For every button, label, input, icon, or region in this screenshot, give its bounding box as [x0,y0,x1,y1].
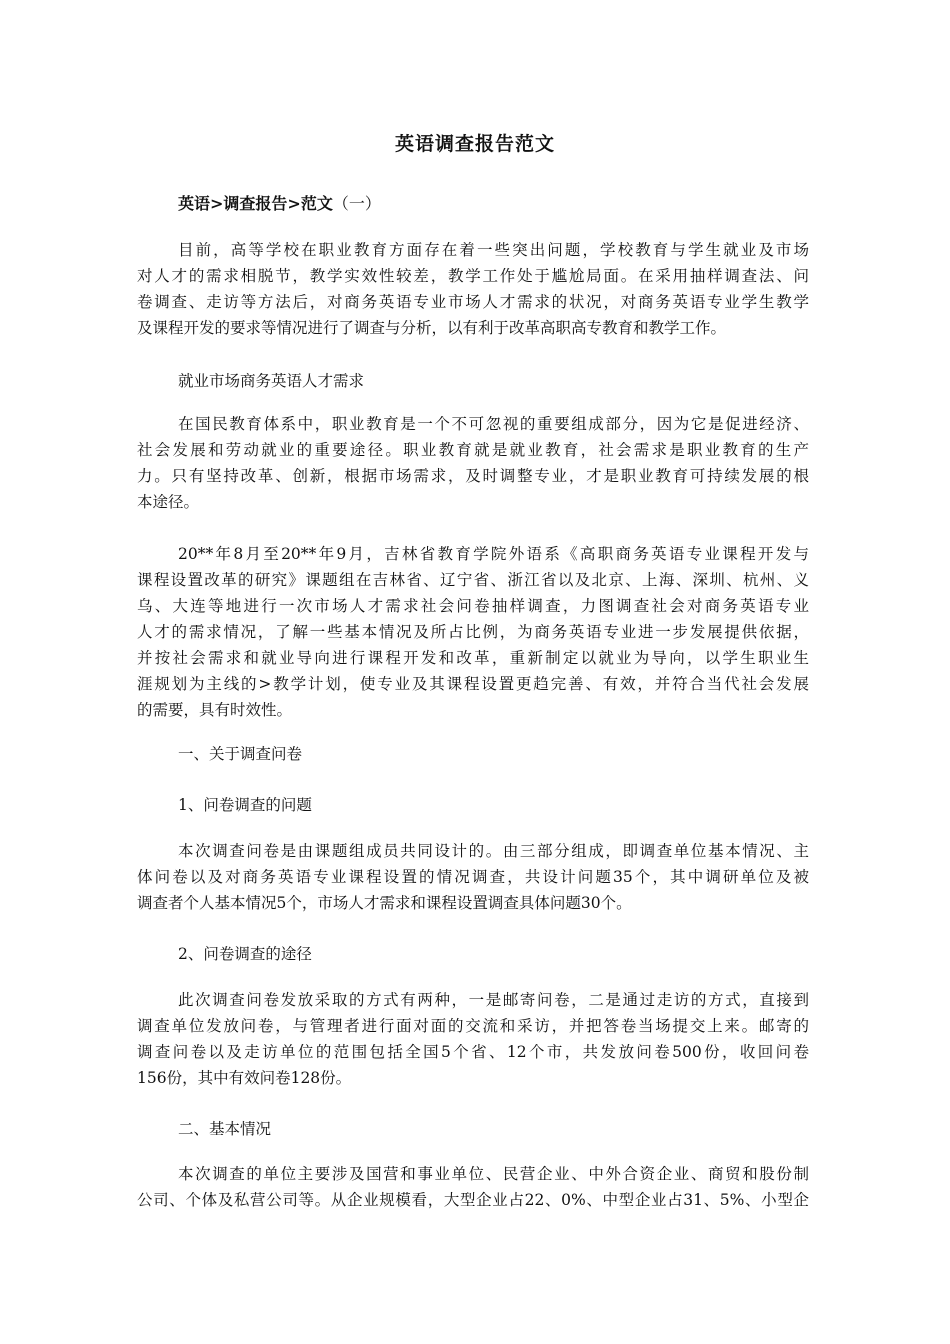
paragraph-line: 156份，其中有效问卷128份。 [137,1069,352,1087]
paragraph-basic-info [137,1161,809,1213]
subsection-heading: 2、问卷调查的途径 [178,945,312,963]
section-heading: 就业市场商务英语人才需求 [178,372,365,390]
paragraph-line: 体问卷以及对商务英语专业课程设置的情况调查，共设计问题35个，其中调研单位及被 [137,868,809,886]
paragraph-questionnaire [137,838,809,916]
paragraph-distribution [137,987,809,1091]
section-heading: 一、关于调查问卷 [178,745,303,763]
paragraph-line: 在国民教育体系中，职业教育是一个不可忽视的重要组成部分，因为它是促进经济、 [178,415,809,433]
paragraph-line: 涯规划为主线的>教学计划，使专业及其课程设置更趋完善、有效，并符合当代社会发展 [137,675,809,693]
paragraph-line: 本次调查的单位主要涉及国营和事业单位、民营企业、中外合资企业、商贸和股份制 [178,1165,809,1183]
subtitle-number: （一） [332,194,381,213]
paragraph-line: 调查者个人基本情况5个，市场人才需求和课程设置调查具体问题30个。 [137,894,632,912]
paragraph-line: 调查单位发放问卷，与管理者进行面对面的交流和采访，并把答卷当场提交上来。邮寄的 [137,1017,809,1035]
paragraph-line: 本次调查问卷是由课题组成员共同设计的。由三部分组成，即调查单位基本情况、主 [178,842,809,860]
paragraph-line: 公司、个体及私营公司等。从企业规模看，大型企业占22、0%、中型企业占31、5%、小型企 [137,1191,809,1209]
document-title: 英语调查报告范文 [394,133,555,155]
paragraph-line: 及课程开发的要求等情况进行了调查与分析，以有利于改革高职高专教育和教学工作。 [137,319,727,337]
paragraph-line: 调查问卷以及走访单位的范围包括全国5个省、12个市，共发放问卷500份，收回问卷 [137,1043,809,1061]
paragraph-line: 的需要，具有时效性。 [137,701,293,719]
paragraph-line: 卷调查、走访等方法后，对商务英语专业市场人才需求的状况，对商务英语专业学生教学 [137,293,809,311]
paragraph-line: 乌、大连等地进行一次市场人才需求社会问卷抽样调查，力图调查社会对商务英语专业 [137,597,809,615]
subsection-heading: 1、问卷调查的问题 [178,796,312,814]
paragraph-vocational [137,411,809,515]
paragraph-line: 20**年8月至20**年9月，吉林省教育学院外语系《高职商务英语专业课程开发与 [178,545,809,563]
document-subtitle [178,191,381,214]
paragraph-survey-background [137,541,809,723]
paragraph-line: 目前，高等学校在职业教育方面存在着一些突出问题，学校教育与学生就业及市场 [178,241,809,259]
paragraph-line: 社会发展和劳动就业的重要途径。职业教育就是就业教育，社会需求是职业教育的生产 [137,441,809,459]
paragraph-line: 本途径。 [137,493,200,511]
paragraph-line: 对人才的需求相脱节，教学实效性较差，教学工作处于尴尬局面。在采用抽样调查法、问 [137,267,809,285]
paragraph-line: 课程设置改革的研究》课题组在吉林省、辽宁省、浙江省以及北京、上海、深圳、杭州、义 [137,571,809,589]
paragraph-line: 并按社会需求和就业导向进行课程开发和改革，重新制定以就业为导向，以学生职业生 [137,649,809,667]
paragraph-line: 力。只有坚持改革、创新，根据市场需求，及时调整专业，才是职业教育可持续发展的根 [137,467,809,485]
paragraph-line: 人才的需求情况，了解一些基本情况及所占比例，为商务英语专业进一步发展提供依据， [137,623,809,641]
paragraph-line: 此次调查问卷发放采取的方式有两种，一是邮寄问卷，二是通过走访的方式，直接到 [178,991,809,1009]
subtitle-main: 英语>调查报告>范文 [178,194,333,213]
section-heading: 二、基本情况 [178,1120,272,1138]
paragraph-intro [137,237,809,341]
